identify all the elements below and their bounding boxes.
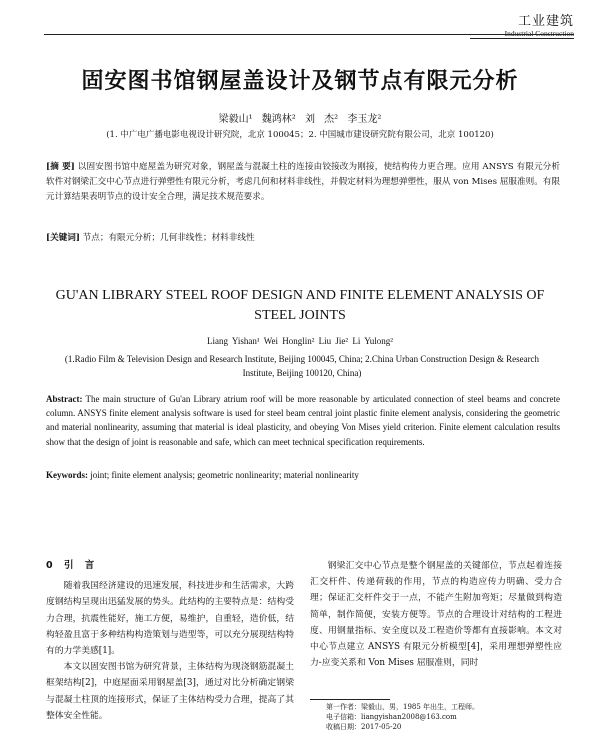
footnote-email: 电子信箱：liangyishan2008@163.com bbox=[326, 713, 457, 721]
abstract-en-label: Abstract: bbox=[46, 394, 83, 404]
footnote-author: 第一作者：梁毅山，男，1985 年出生，工程师。 bbox=[326, 703, 480, 711]
authors-cn: 梁毅山¹ 魏鸿林² 刘 杰² 李玉龙² bbox=[218, 114, 382, 125]
abstract-cn-label: [摘 要] bbox=[46, 162, 75, 172]
section-heading bbox=[46, 558, 294, 574]
abstract-cn bbox=[46, 160, 560, 205]
body-column-left bbox=[46, 558, 294, 724]
abstract-cn-text: 以固安图书馆中庭屋盖为研究对象，钢屋盖与混凝土柱的连接由铰接改为刚接，使结构传力更合理。应用 ANSYS 有限元分析软件对钢梁汇交中心节点进行弹塑性有限元分析，考虑几何和材料非线性，并假定材料为理想弹塑性，服从 von Mises 屈服准则。有限元计算结果表明节点的设计安全合理，满足技术规范要求。 bbox=[46, 162, 561, 202]
journal-name-en: Industrial Construction bbox=[504, 29, 574, 38]
body-paragraph: 本文以固安图书馆为研究背景，主体结构为现浇钢筋混凝土框架结构[2]，中庭屋面采用钢屋盖[3]，通过对比分析确定钢梁与混凝土柱顶的连接形式，保证了主体结构受力合理，提高了其整体安全性能。 bbox=[46, 662, 294, 721]
footnote-received: 收稿日期：2017-05-20 bbox=[326, 723, 402, 731]
keywords-en-label: Keywords: bbox=[46, 470, 88, 480]
affiliation-en: (1.Radio Film & Television Design and Research Institute, Beijing 100045, China; 2.China Urban Construction Design & Research Institute, Beijing 100120, China) bbox=[64, 354, 540, 378]
keywords-cn-label: [关键词] bbox=[46, 233, 80, 243]
body-paragraph: 随着我国经济建设的迅速发展，科技进步和生活需求，大跨度钢结构呈现出迅猛发展的势头。此结构的主要特点是：结构受力合理，抗震性能好，施工方便，易维护，自重轻，造价低，结构轻盈且富于多种结构构造策划与造型等，可以充分展现结构特有的力学美感[1]。 bbox=[46, 581, 294, 657]
header-rule bbox=[44, 34, 574, 35]
journal-name-cn: 工业建筑 bbox=[517, 14, 574, 29]
authors-en: Liang Yishan¹ Wei Honglin² Liu Jie² Li Yulong² bbox=[207, 336, 393, 346]
body-paragraph: 钢梁汇交中心节点是整个钢屋盖的关键部位，节点起着连接汇交杆件、传递荷载的作用，节点的构造应传力明确、受力合理；保证汇交杆件交于一点，不能产生附加弯矩；尽量做到构造简单，制作简便，安装方便等。节点的合理设计对结构的工程进度、用钢量指标、安全度以及工程造价等都有直接影响。本文对中心节点建立 ANSYS 有限元分析模型[4]，采用理想弹塑性应力-应变关系和 Von Mises 屈服准则，同时 bbox=[310, 561, 562, 669]
affiliation-cn: (1. 中广电广播电影电视设计研究院，北京 100045；2. 中国城市建设研究院有限公司，北京 100120) bbox=[106, 130, 494, 140]
section-title: 引 言 bbox=[63, 560, 95, 571]
header-rule-thin bbox=[470, 38, 574, 39]
abstract-en bbox=[46, 392, 560, 449]
keywords-cn-text: 节点；有限元分析；几何非线性；材料非线性 bbox=[82, 233, 255, 243]
keywords-en-text: joint; finite element analysis; geometric nonlinearity; material nonlinearity bbox=[90, 470, 359, 480]
title-cn: 固安图书馆钢屋盖设计及钢节点有限元分析 bbox=[81, 69, 519, 94]
abstract-en-text: The main structure of Gu'an Library atrium roof will be more reasonable by articulated connection of steel beams and concrete column. ANSYS finite element analysis software is used for steel beam central joint plastic finite element analysis, considering the geometric and material nonlinearity, assuming that material is ideal plasticity, and obeying Von Mises yield criterion. Finite element calculation results show that the design of joint is reasonable and safe, which can meet technical specification requirements. bbox=[46, 394, 560, 447]
keywords-en bbox=[46, 470, 560, 480]
keywords-cn bbox=[46, 231, 560, 243]
title-en: GU'AN LIBRARY STEEL ROOF DESIGN AND FINITE ELEMENT ANALYSIS OF STEEL JOINTS bbox=[55, 288, 545, 323]
body-column-right bbox=[310, 558, 562, 671]
footnote bbox=[326, 702, 562, 732]
section-number: 0 bbox=[46, 560, 53, 571]
footnote-rule bbox=[310, 699, 390, 700]
